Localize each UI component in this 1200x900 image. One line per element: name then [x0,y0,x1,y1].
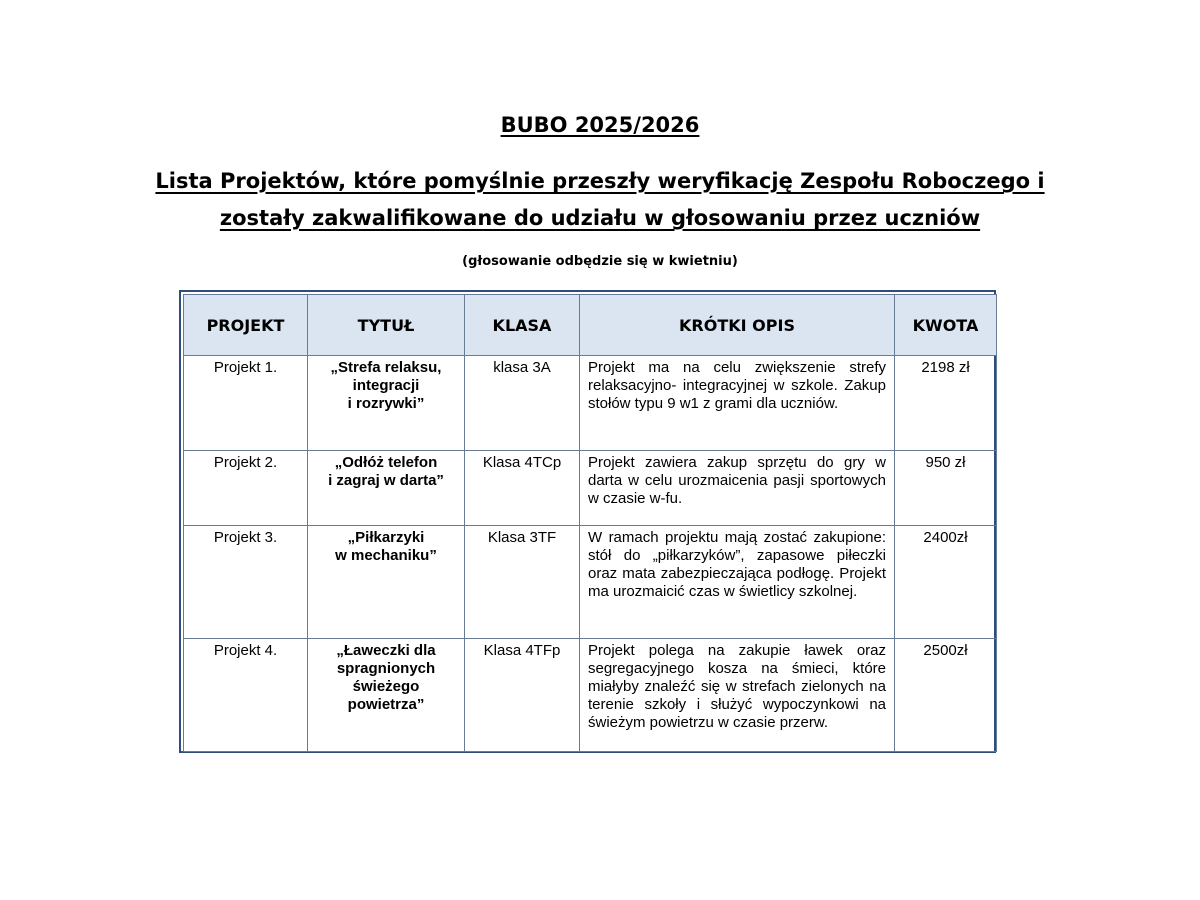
cell-description: Projekt ma na celu zwiększenie strefy relaksacyjno- integracyjnej w szkole. Zakup stołów typu 9 w1 z grami dla uczniów. [580,356,895,451]
cell-amount: 2400zł [895,526,997,639]
cell-project: Projekt 4. [184,639,308,752]
cell-title [308,451,465,526]
title-line: integracji [352,377,420,394]
cell-title [308,526,465,639]
header-amount: KWOTA [895,295,997,356]
cell-description: Projekt zawiera zakup sprzętu do gry w darta w celu urozmaicenia pasji sportowych w czasie w-fu. [580,451,895,526]
title-line: świeżego [352,678,420,695]
cell-title [308,356,465,451]
cell-project: Projekt 3. [184,526,308,639]
title-line: w mechaniku” [335,547,437,564]
header-title: TYTUŁ [308,295,465,356]
cell-project: Projekt 2. [184,451,308,526]
document-title: BUBO 2025/2026 [500,113,700,137]
title-line: i rozrywki” [347,395,425,412]
cell-title [308,639,465,752]
table-row [184,356,997,451]
cell-description: Projekt polega na zakupie ławek oraz segregacyjnego kosza na śmieci, które miałyby znaleźć się w strefach zielonych na terenie szkoły i służyć wypoczynkowi na świeżym powietrzu w czasie przerw. [580,639,895,752]
projects-table-frame [179,290,996,753]
title-line: powietrza” [347,696,425,713]
cell-amount: 950 zł [895,451,997,526]
cell-amount: 2500zł [895,639,997,752]
table-row [184,451,997,526]
projects-table [183,294,997,752]
cell-class: Klasa 3TF [465,526,580,639]
header-class: KLASA [465,295,580,356]
cell-class: Klasa 4TFp [465,639,580,752]
cell-project: Projekt 1. [184,356,308,451]
title-line: „Ławeczki dla [336,642,436,659]
cell-amount: 2198 zł [895,356,997,451]
cell-class: klasa 3A [465,356,580,451]
table-row [184,526,997,639]
cell-class: Klasa 4TCp [465,451,580,526]
header-description: KRÓTKI OPIS [580,295,895,356]
title-line: „Piłkarzyki [347,529,425,546]
cell-description: W ramach projektu mają zostać zakupione: stół do „piłkarzyków”, zapasowe piłeczki oraz mata zabezpieczająca podłogę. Projekt ma urozmaicić czas w świetlicy szkolnej. [580,526,895,639]
table-row [184,639,997,752]
title-line: „Strefa relaksu, [330,359,442,376]
voting-note: (głosowanie odbędzie się w kwietniu) [462,254,738,269]
table-header-row [184,295,997,356]
document-subtitle: Lista Projektów, które pomyślnie przeszły weryfikację Zespołu Roboczego i zostały zakwalifikowane do udziału w głosowaniu przez uczniów [155,169,1045,230]
header-project: PROJEKT [184,295,308,356]
title-line: i zagraj w darta” [328,472,444,489]
title-line: spragnionych [336,660,436,677]
title-line: „Odłóż telefon [334,454,438,471]
